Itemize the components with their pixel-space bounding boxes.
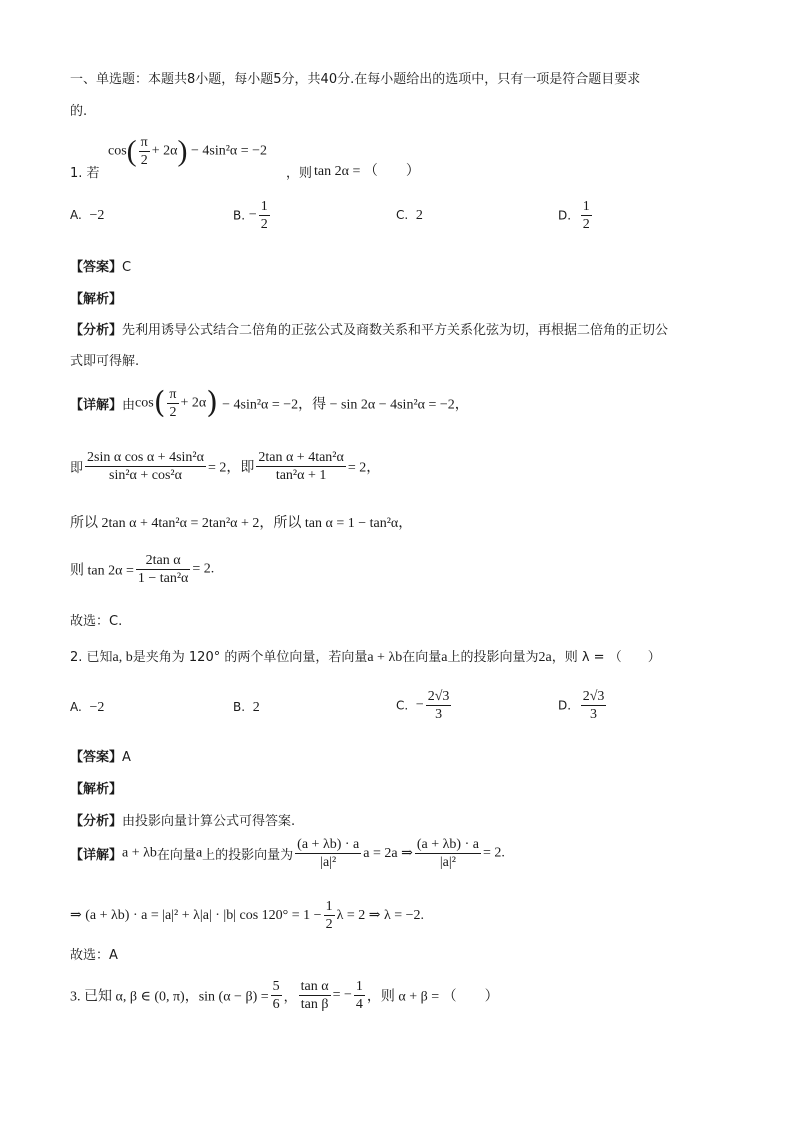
q1-condition: cos( $\frac{\pi}{2}$ + 2α) − 4sin²α = −2: [108, 134, 268, 168]
q1-jiexi: 【解析】: [70, 292, 123, 307]
q1-option-b[interactable]: B. − $\frac{1}{2}$: [233, 199, 268, 232]
q1-option-d[interactable]: D. $\frac{1}{2}$: [558, 199, 590, 232]
q1-cos: cos: [108, 143, 127, 159]
q1-detail-line4: 则 tan 2α = $\frac{\text{2tan α}}{\text{1 − tan²α}}$ = 2.: [70, 553, 215, 586]
q1-choice: 故选：C.: [70, 614, 123, 629]
q2-option-d[interactable]: D. $\frac{2√3}{3}$: [558, 689, 605, 722]
q1-plus2a: + 2α: [151, 143, 178, 159]
section-header-line1: 一、单选题：本题共8小题，每小题5分，共40分.在每小题给出的选项中，只有一项是符合题目要求: [70, 72, 641, 87]
q1-then: ，则: [286, 166, 313, 181]
q1-answer: 【答案】C: [70, 260, 132, 275]
q1-analysis-line1: 【分析】先利用诱导公式结合二倍角的正弦公式及商数关系和平方关系化弦为切，再根据二倍角的正切公: [70, 323, 669, 338]
q2-analysis: 【分析】由投影向量计算公式可得答案.: [70, 814, 296, 829]
q1-option-c[interactable]: C. 2: [396, 208, 423, 223]
q1-rest: − 4sin²α = −2: [190, 143, 268, 159]
q2-option-b[interactable]: B. 2: [233, 700, 260, 715]
q1-detail-line3: 所以 2tan α + 4tan²α = 2tan²α + 2，所以 tan α = 1 − tan²α，: [70, 516, 413, 531]
q1-pi: π: [140, 135, 148, 150]
q2-option-c[interactable]: C. − $\frac{2√3}{3}$: [396, 689, 450, 722]
q2-choice: 故选：A: [70, 948, 118, 963]
q1-number: 1. 若: [70, 166, 100, 181]
q2-stem: 2. 已知a, b是夹角为 120° 的两个单位向量，若向量a + λb在向量a上的投影向量为2a，则 λ = （ ）: [70, 650, 661, 665]
q1-ask: tan 2α = （ ）: [314, 164, 420, 179]
q2-answer: 【答案】A: [70, 750, 131, 765]
q2-jiexi: 【解析】: [70, 782, 123, 797]
q1-detail-line1: 【详解】由cos( $\frac{\pi}{2}$ + 2α) − 4sin²α = −2，得 − sin 2α − 4sin²α = −2，: [70, 385, 469, 421]
q1-detail-line2: 即 $\frac{\text{2sin α cos α + 4sin²α}}{\text{sin²α + cos²α}}$ = 2，即 $\frac{\text{2tan α + 4tan²α}}{\text{tan²α + 1}}$ = 2，: [70, 450, 381, 483]
q1-option-a[interactable]: A. −2: [70, 208, 105, 223]
section-header-line2: 的.: [70, 104, 88, 119]
q2-detail-line1: 【详解】a + λb在向量a上的投影向量为 $\frac{(a + \lambda b) \cdot a}{\text{|a|²}}$ a = 2a ⇒ $\frac{(a + \lambda b) \cdot a}{\text{|a|²}}$ = 2.: [70, 837, 505, 870]
q1-analysis-line2: 式即可得解.: [70, 354, 140, 369]
q1-two: 2: [140, 153, 148, 168]
q2-option-a[interactable]: A. −2: [70, 700, 105, 715]
q2-detail-line2: ⇒ (a + λb) · a = |a|² + λ|a| · |b| cos 120° = 1 − $\frac{1}{2}$ λ = 2 ⇒ λ = −2.: [70, 899, 425, 932]
q3-stem: 3. 已知 α, β ∈ (0, π)，sin (α − β) = $\frac{5}{6}$ ， $\frac{\text{tan α}}{\text{tan β}}$ = − $\frac{1}{4}$ ，则 α + β = （ ）: [70, 979, 499, 1012]
